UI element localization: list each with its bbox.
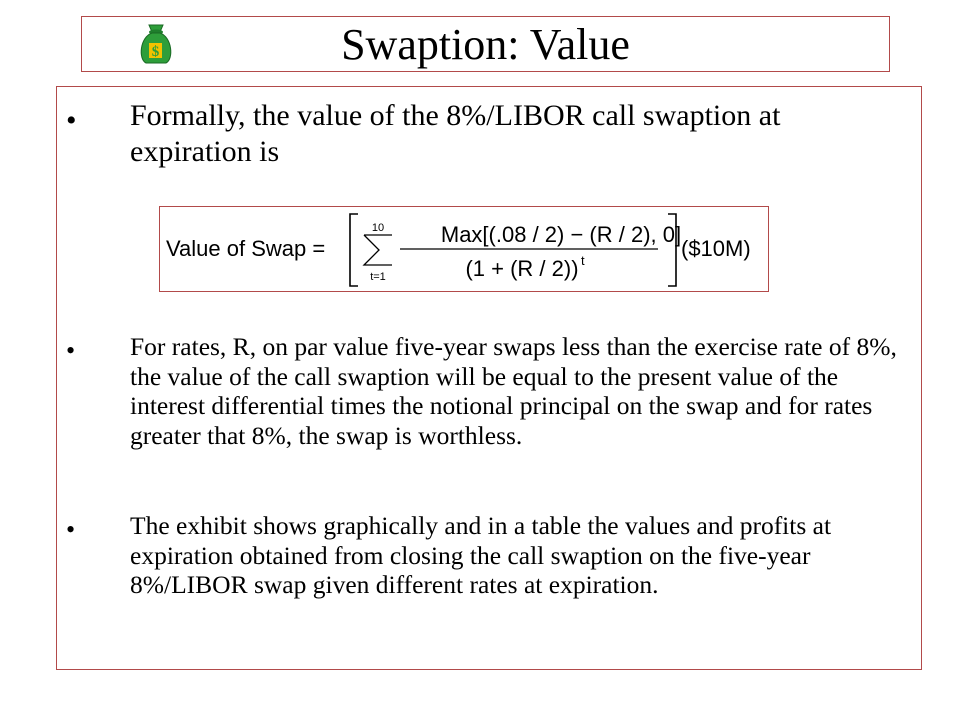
bullet-marker: • — [66, 336, 76, 365]
bullet-1-text: Formally, the value of the 8%/LIBOR call swaption at expiration is — [130, 99, 781, 168]
formula-box — [159, 206, 769, 292]
value-of-swap-formula — [160, 207, 768, 291]
formula-lhs: Value of Swap = — [166, 236, 326, 261]
formula-multiplier: ($10M) — [681, 236, 751, 261]
summation-sign — [364, 235, 392, 265]
sum-lower-limit: t=1 — [370, 271, 386, 283]
formula-exponent: t — [581, 253, 585, 268]
money-bag-icon — [132, 19, 180, 67]
bullet-marker: • — [66, 104, 77, 137]
bullet-2-text: For rates, R, on par value five-year swaps less than the exercise rate of 8%, the value of the call swaption will be equal to the present value of the interest differential times the notional principal on the swap and for rates greater that 8%, the swap is worthless. — [130, 332, 897, 450]
slide-title: Swaption: Value — [341, 20, 630, 69]
bullet-marker: • — [66, 515, 76, 544]
left-bracket — [350, 214, 358, 286]
svg-text:$: $ — [151, 44, 160, 60]
formula-numerator: Max[(.08 / 2) − (R / 2), 0] — [440, 222, 682, 247]
sum-upper-limit: 10 — [371, 222, 385, 234]
title-box — [81, 16, 890, 72]
formula-denominator: (1 + (R / 2)) — [465, 256, 579, 281]
bullet-3-text: The exhibit shows graphically and in a table the values and profits at expiration obtained from closing the call swaption on the five-year 8%/LIBOR swap given different rates at expiration. — [130, 511, 832, 600]
